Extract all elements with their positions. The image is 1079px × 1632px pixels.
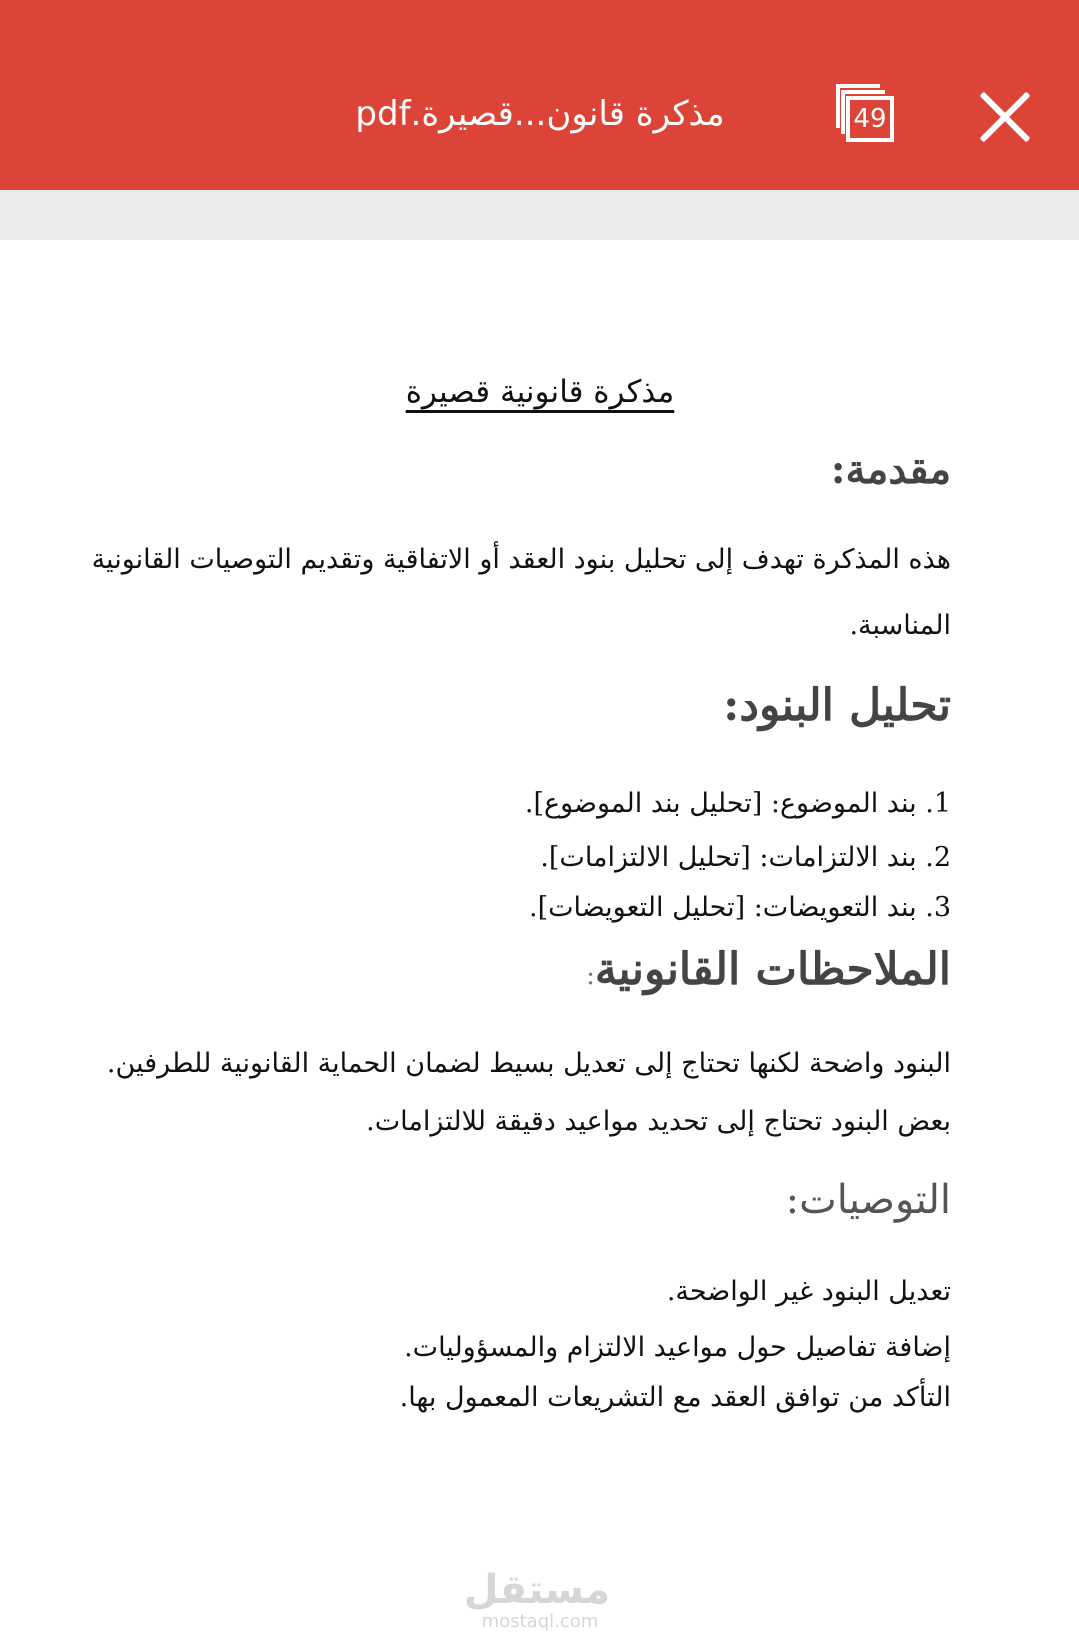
intro-line-2: المناسبة. (849, 610, 951, 641)
notes-line-1: البنود واضحة لكنها تحتاج إلى تعديل بسيط لضمان الحماية القانونية للطرفين. (106, 1048, 951, 1079)
analysis-item-1: 1. بند الموضوع: [تحليل بند الموضوع]. (524, 788, 951, 819)
file-title: مذكرة قانون...قصيرة.pdf (355, 94, 725, 134)
page-count-badge: 49 (846, 96, 894, 142)
document-title: مذكرة قانونية قصيرة (405, 374, 675, 410)
analysis-item-3: 3. بند التعويضات: [تحليل التعويضات]. (528, 892, 951, 923)
pages-button[interactable] (836, 84, 902, 150)
notes-line-2: بعض البنود تحتاج إلى تحديد مواعيد دقيقة للالتزامات. (366, 1106, 951, 1137)
analysis-heading: تحليل البنود: (723, 680, 951, 731)
recommendations-heading: التوصيات: (785, 1177, 951, 1223)
notes-heading-colon: : (586, 961, 595, 991)
viewer-toolbar (0, 0, 1079, 190)
notes-heading-text: الملاحظات القانونية (594, 944, 951, 995)
notes-heading (586, 940, 951, 1006)
close-icon[interactable] (978, 90, 1032, 144)
intro-heading: مقدمة: (830, 446, 951, 493)
watermark-arabic: مستقل (463, 1567, 610, 1613)
watermark-latin: mostaql.com (481, 1611, 599, 1632)
viewer-gap (0, 190, 1079, 240)
mostaql-watermark (463, 1567, 610, 1632)
recommendation-2: إضافة تفاصيل حول مواعيد الالتزام والمسؤوليات. (404, 1332, 951, 1363)
intro-line-1: هذه المذكرة تهدف إلى تحليل بنود العقد أو الاتفاقية وتقديم التوصيات القانونية (91, 544, 951, 575)
recommendation-3: التأكد من توافق العقد مع التشريعات المعمول بها. (399, 1382, 951, 1413)
pdf-page (0, 240, 1079, 1632)
analysis-item-2: 2. بند الالتزامات: [تحليل الالتزامات]. (540, 842, 951, 873)
recommendation-1: تعديل البنود غير الواضحة. (666, 1276, 951, 1307)
